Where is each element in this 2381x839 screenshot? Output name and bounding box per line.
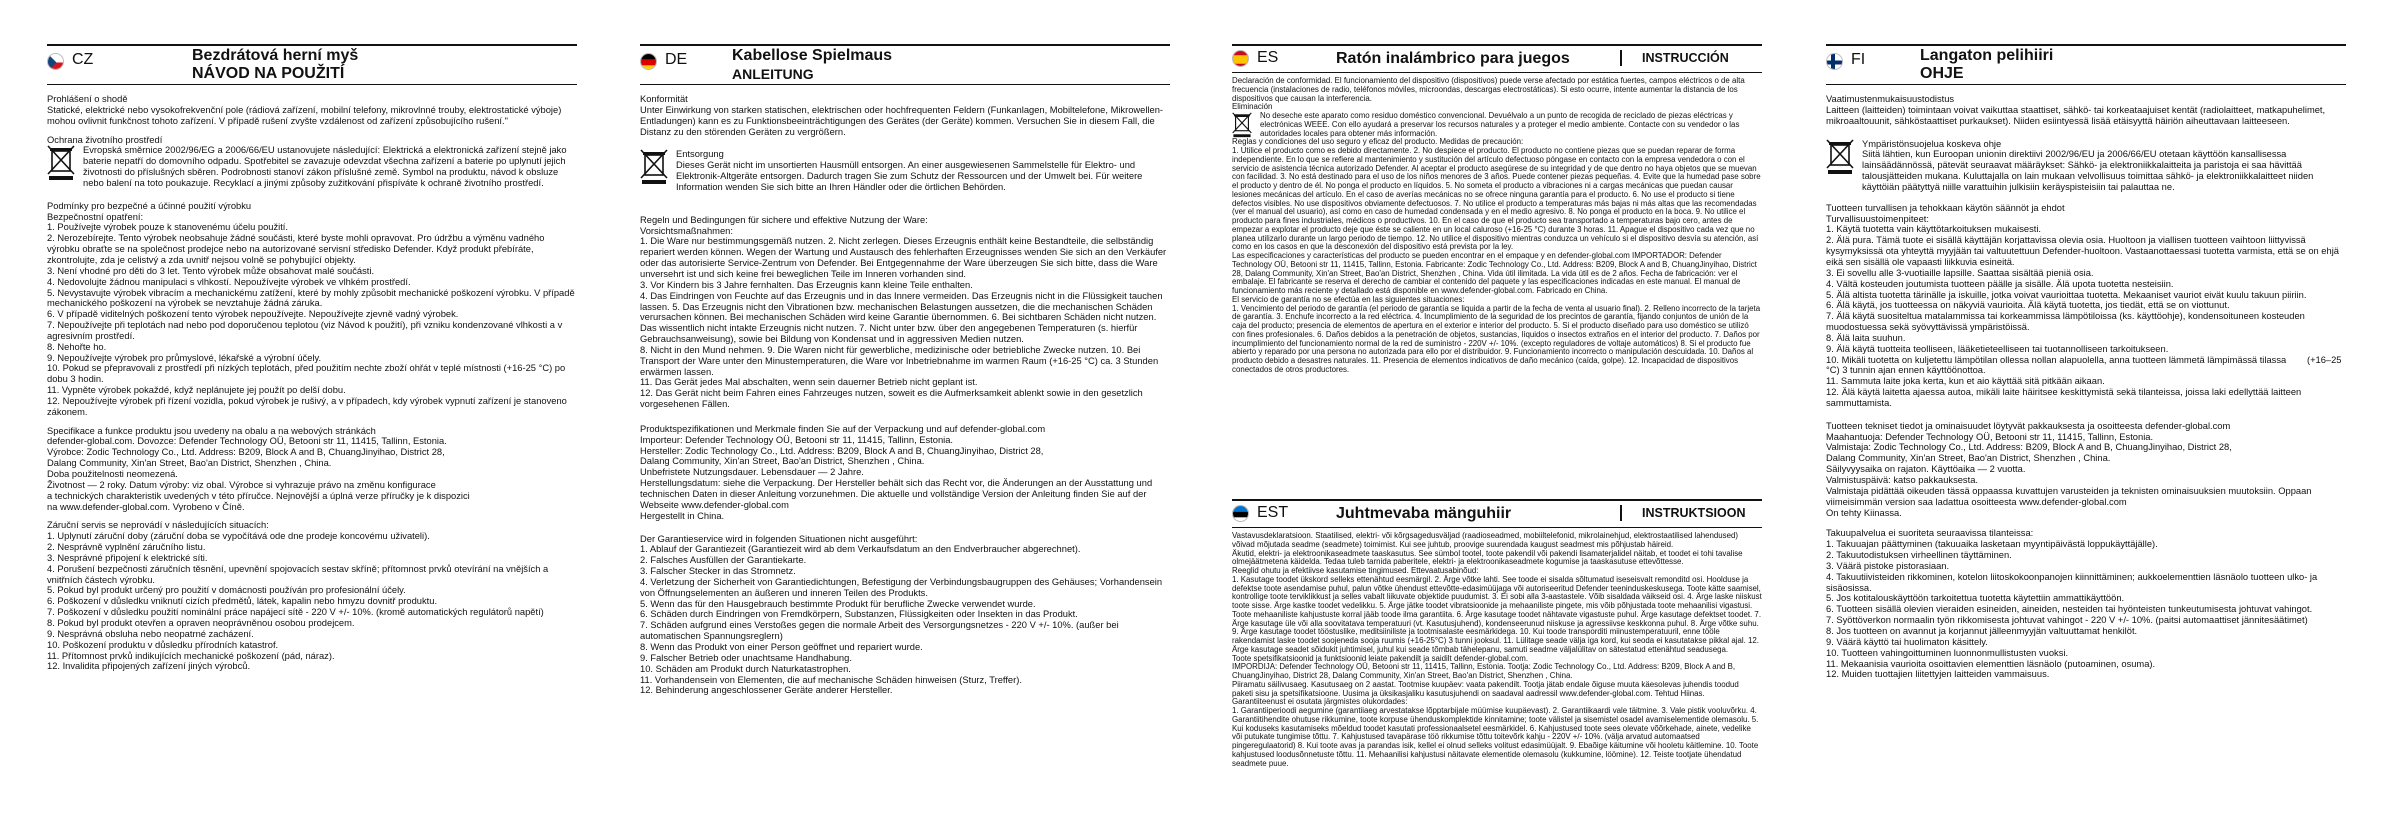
list-item: 9. Väärä käyttö tai huolimaton käsittely.: [1826, 636, 1988, 647]
product-title: Ratón inalámbrico para juegos: [1336, 50, 1570, 67]
product-title: Bezdrátová herní myš: [192, 47, 359, 64]
list-item: 12. Invalidita připojených zařízení jiných výrobců.: [47, 661, 251, 672]
section-fi: [1826, 44, 2346, 680]
env-heading: Ochrana životního prostředí: [47, 134, 163, 145]
env-text: Dieses Gerät nicht im unsortierten Hausmüll entsorgen. An einer ausgewiesenen Sammelstelle für Elektro- und Elektronik-Altgeräte entsorgen. Dadurch tragen Sie zum Schutz der Ressourcen und der Umwelt bei. Für weitere Information wenden Sie sich bitte an Ihren Händler oder die örtlichen Behörden.: [676, 160, 1143, 192]
spec-line: Specifikace a funkce produktu jsou uvedeny na obalu a na webových stránkách: [47, 425, 376, 436]
list-item: 6. Tuotteen sisällä olevien vieraiden esineiden, aineiden, nesteiden tai hyönteisten tunkeutumisesta johtuvat vahingot.: [1826, 604, 2313, 615]
spec-line: defender-global.com. Dovozce: Defender Technology OÜ, Betooni str 11, 11415, Tallinn, Estonia.: [47, 436, 447, 447]
list-item: 9. Nesprávná obsluha nebo neopatrné zacházení.: [47, 628, 254, 639]
list-item: 9. Falscher Betrieb oder unachtsame Handhabung.: [640, 652, 852, 663]
section-es: [1232, 44, 1762, 484]
spec-line: Produktspezifikationen und Merkmale finden Sie auf der Verpackung und auf defender-global.com: [640, 423, 1046, 434]
language-code: ES: [1257, 49, 1279, 66]
list-item: 11. Mekaanisia vaurioita osoittavien elementtien läsnäolo (putoaminen, osuma).: [1826, 658, 2156, 669]
rules-subheading: Vorsichtsmaßnahmen:: [640, 225, 733, 236]
rules-text: 1. Utilice el producto como es debido directamente. 2. No despiece el producto. El producto no contiene piezas que se puedan reparar de forma independiente. En lo que se refiere al mantenimiento y sustitución del artículo defectuoso póngase en contacto con la empresa vendedora o con el servicio de asistencia técnica autorizado Defender. Al aceptar el producto asegúrese de su integridad y de que dentro no haya objetos que se muevan con facilidad. 3. No está destinado para el uso de los niños menores de 3 años. Puede contener piezas pequeñas. 4. Evite que la humedad pase sobre el producto y dentro de él. No ponga el producto en líquidos. 5. No someta el producto a vibraciones ni a cargas mecánicas que puedan causar lesiones mecánicas del artículo. En el caso de averías mecánicas no se ofrece ninguna garantía para el producto. 6. No use el producto si tiene defectos visibles. No use dispositivos obviamente defectuosos. 7. No utilice el producto a temperaturas más bajas ni más altas que las recomendadas (ver el manual del usuario), así como en caso de humedad condensada y en el medio agresivo. 8. No ponga el producto en la boca. 9. No utilice el producto para fines industriales, médicos o productivos. 10. En el caso de que el producto sea transportado a temperaturas bajo cero, antes de empezar a explotar el producto deje que éste se caliente en un local caluroso (+16-25 °C) durante 3 horas. 11. Apague el dispositivo cada vez que no planea utilizarlo durante un largo periodo de tiempo. 12. No utilice el dispositivo mientras conduzca un vehículo si el dispositivo desvía su atención, así como en los casos en que la desconexión del dispositivo está prevista por la ley.: [1232, 146, 1761, 252]
list-item: 7. Poškození v důsledku použití nominální práce napájecí sítě - 220 V +/- 10%. (kromě automatických regulátorů napětí): [47, 607, 544, 618]
env-heading: Eliminación: [1232, 102, 1273, 112]
list-item: 7. Syöttöverkon normaalin työn rikkomisesta johtuvat vahingot - 220 V +/- 10%. (paitsi automaattiset jännitesäätimet): [1826, 615, 2308, 626]
conformity-heading: Konformität: [640, 94, 688, 104]
spec-line: Herstellungsdatum: siehe die Verpackung. Der Hersteller behält sich das Recht vor, die Änderungen an der Ausstattung und technischen Daten in dieser Anleitung vorzunehmen. Die aktuelle und vollständige Version der Anleitung finden Sie auf der Webseite www.defender-global.com: [640, 478, 1153, 510]
est-paragraph: Vastavusdeklaratsioon. Staatilised, elektri- või kõrgsagedusväljad (raadioseadmed, mobiiltelefonid, mikrolainehjud, elektrostaatilised lahendused) võivad mõjutada seadme (seadmete) toimimist. Kui see juhtub, proovige suurendada kaugust seadmest mis põhjustab häireid.: [1232, 531, 1739, 549]
list-item: 6. Schäden durch Eindringen von Fremdkörpern, Substanzen, Flüssigkeiten oder Insekten in das Produkt.: [640, 609, 1078, 620]
spec-line: na www.defender-global.com. Vyrobeno v Číně.: [47, 501, 245, 512]
estonian-flag-icon: [1232, 505, 1249, 522]
est-paragraph: Garantiiteenust ei osutata järgmistes olukordades:: [1232, 697, 1408, 707]
es-header: [1232, 44, 1762, 73]
product-title: Kabellose Spielmaus: [732, 47, 893, 64]
list-item: 7. Nepoužívejte při teplotách nad nebo pod doporučenou teplotou (viz Návod k použití), při vzniku kondenzované vlhkosti a v agresivním prostředí.: [47, 320, 563, 341]
list-item: 11. Vorhandensein von Elementen, die auf mechanische Schäden hinweisen (Sturz, Treffer).: [640, 674, 1022, 685]
list-item: 6. Poškození v důsledku vniknutí cizích předmětů, látek, kapalin nebo hmyzu dovnitř produktu.: [47, 596, 438, 607]
fi-header: [1826, 44, 2346, 85]
de-body: [640, 94, 1170, 696]
est-paragraph: 1. Garantiiperioodi aegumine (garantiiaeg arvestatakse lõpptarbijale müümise kuupäevast). 2. Garantiikaardi vale täitmine. 3. Vale pistik vooluvõrku. 4. Garantiitihendite ohutuse rikkumine, toote korpuse ühenduskomplektide kinnitamine; toote välistel ja sisemistel osadel avamiselementide olemasolu. 5. Kui koduseks kasutamiseks mõeldud toodet kasutati professionaalsetel eesmärkidel. 6. Kahjustused toote sees olevate võõrkehade, ainete, vedelike või putukate tungimise tõttu. 7. Kahjustused tavapärase töö rikkumise tõttu toitevõrk kahju - 220V +/- 10%. (välja arvatud automaatsed pingeregulaatorid) 8. Kui toote avas ja parandas isik, kellel ei olnud selleks volitust edasimüüjalt. 9. Ebaõige käitumine või hooletu käitlemine. 10. Toote kahjustused loodusõnnetuste tõttu. 11. Mehaanilisi kahjustusi näitavate elementide olemasolu (kukkumine, löömine). 12. Teiste tootjate ühendatud seadmete puue.: [1232, 706, 1759, 768]
list-item: 4. Vältä kosteuden joutumista tuotteen päälle ja sisälle. Älä upota tuotetta nesteisiin.: [1826, 278, 2174, 289]
list-item: 12. Muiden tuottajien liitettyjen laitteiden vammaisuus.: [1826, 669, 2050, 680]
list-item: 3. Vor Kindern bis 3 Jahre fernhalten. Das Erzeugnis kann kleine Teile enthalten.: [640, 279, 973, 290]
spec-line: Doba použitelnosti neomezená.: [47, 469, 178, 479]
warranty-heading: Takuupalvelua ei suoriteta seuraavissa tilanteissa:: [1826, 528, 2034, 539]
title-separator: [1620, 50, 1622, 66]
section-est: [1232, 499, 1762, 834]
conformity-heading: Prohlášení o shodě: [47, 94, 128, 104]
manual-title: ANLEITUNG: [732, 66, 814, 82]
list-item: 7. Schäden aufgrund eines Verstoßes gegen die normale Arbeit des Versorgungsnetzes - 220 V +/- 10%. (außer bei automatischen Spannungsreglern): [640, 620, 1119, 642]
spec-line: Valmistuspäivä: katso pakkauksesta.: [1826, 475, 1978, 485]
list-item: 11. Přítomnost prvků indikujících mechanické poškození (pád, náraz).: [47, 650, 335, 661]
list-item: 1. Takuuajan päättyminen (takuuaika lasketaan myyntipäivästä loppukäyttäjälle).: [1826, 539, 2158, 550]
rules-heading: Regeln und Bedingungen für sichere und effektive Nutzung der Ware:: [640, 214, 928, 225]
spec-line: Dalang Community, Xin'an Street, Bao'an District, Shenzhen , China.: [47, 458, 332, 469]
spec-line: Importeur: Defender Technology OÜ, Betooni str 11, 11415, Tallinn, Estonia.: [640, 434, 954, 445]
cz-body: [47, 94, 577, 672]
list-item: 5. Älä altista tuotetta tärinälle ja iskuille, jotka voivat vaurioittaa tuotetta. Mekaaniset vauriot eivät kuulu takuun piiriin.: [1826, 289, 2307, 300]
est-paragraph: Reeglid ohutu ja efektiivse kasutamise tingimused. Ettevaatusabinõud:: [1232, 566, 1479, 575]
de-header: [640, 44, 1170, 85]
product-title: Langaton pelihiiri: [1920, 47, 2054, 64]
manual-title: INSTRUKTSIOON: [1642, 506, 1746, 520]
est-paragraph: Äkutid, elektri- ja elektroonikaseadmete taaskasutus. See sümbol tootel, toote pakendil või pakendi lisamaterjalidel näitab, et toodet ei tohi tavalise olmejäätmetena käidelda. Tedaa tuleb tarnida paberitele, elektri- ja elektroonikaseadmete kogumise ja taaskasutuse ettevõttesse.: [1232, 548, 1743, 567]
list-item: 1. Käytä tuotetta vain käyttötarkoituksen mukaisesti.: [1826, 224, 2042, 235]
spec-line: Valmistaja: Zodic Technology Co., Ltd. Address: B209, Block A and B, ChuangJinyihao, District 28,: [1826, 442, 2232, 453]
language-code: FI: [1851, 51, 1866, 68]
language-code: EST: [1257, 504, 1289, 521]
crossed-out-bin-icon: [1826, 139, 1854, 175]
list-item: 2. Nesprávně vyplnění záručního listu.: [47, 542, 206, 553]
conformity-text: Laitteen (laitteiden) toimintaan voivat vaikuttaa staattiset, sähkö- tai korkeataajuiset kentät (radiolaitteet, matkapuhelimet, mikroaaltouunit, sähköstaattiset purkaukset). Niiden esiintyessä lisää etäisyyttä häiriön aiheuttavaan laitteeseen.: [1826, 104, 2326, 126]
est-paragraph: Piiramatu säilivusaeg. Kasutusaeg on 2 aastat. Tootmise kuupäev: vaata pakendilt. Tootja jätab endale õiguse muuta käesolevas juhendis toodud paketi sisu ja spetsifikatsioone. Uusima ja üksikasjaliku kasutusjuhendi on saadaval aadressil www.defender-global.com. Tehtud Hiinas.: [1232, 679, 1739, 698]
language-code: CZ: [72, 51, 94, 68]
list-item: 2. Falsches Ausfüllen der Garantiekarte.: [640, 555, 807, 566]
warranty-text: 1. Vencimiento del periodo de garantía (el periodo de garantía se liquida a partir de la fecha de venta al usuario final). 2. Relleno incorrecto de la tarjeta de garantía. 3. Enchufe incorrecto a la red eléctrica. 4. Incumplimiento de la seguridad de los precintos de garantía, fijando conjuntos de unión de la caja del producto; presencia de elementos de apertura en el exterior e interior del producto. 5. Si el producto diseñado para uso doméstico se utilizó con fines profesionales. 6. Daños debidos a la penetración de objetos, sustancias, líquidos o insectos extraños en el interior del producto. 7. Daños por incumplimiento del funcionamiento normal de la red de suministro - 220V +/- 10%. (excepto reguladores de voltaje automáticos) 8. Si el producto fue abierto y reparado por una persona no autorizada para ello por el distribuidor. 9. Funcionamiento incorrecto o manipulación descuidada. 10. Daños al producto debido a desastres naturales. 11. Presencia de elementos indicativos de daño mecánico (caída, golpe). 12. Incapacidad de dispositivos conectados de otros productores.: [1232, 303, 1761, 374]
conformity-text: Unter Einwirkung von starken statischen, elektrischen oder hochfrequenten Feldern (Funkanlagen, Mobiltelefone, Mikrowellen-Entladungen) kann es zu Funktionsbeeinträchtigungen des Gerätes (der Geräte) kommen. Versuchen Sie in diesem Fall, die Distanz zu den störenden Geräten zu vergrößern.: [640, 104, 1164, 137]
list-item: 8. Jos tuotteen on avannut ja korjannut jälleenmyyjän valtuuttamat henkilöt.: [1826, 625, 2138, 636]
conformity-text: Declaración de conformidad. El funcionamiento del dispositivo (dispositivos) puede verse afectado por estática fuertes, campos eléctricos o de alta frecuencia (instalaciones de radio, teléfonos móviles, microondas, descargas electrostáticas). Si esto ocurre, intente aumentar la distancia de los dispositivos que causan la interferencia.: [1232, 76, 1745, 103]
warranty-heading: Der Garantieservice wird in folgenden Situationen nicht ausgeführt:: [640, 533, 918, 544]
spec-line: Säilyvyysaika on rajaton. Käyttöaika — 2 vuotta.: [1826, 464, 2026, 475]
list-item: 12. Älä käytä laitetta ajaessa autoa, mikäli laite häiritsee keskittymistä sekä tilanteissa, joissa laki edellyttää laitteen sammuttamista.: [1826, 387, 2302, 408]
conformity-heading: Vaatimustenmukaisuustodistus: [1826, 94, 1955, 104]
list-item: 8. Älä laita suuhun.: [1826, 332, 1906, 343]
list-item: 5. Wenn das für den Hausgebrauch bestimmte Produkt für berufliche Zwecke verwendet wurde.: [640, 598, 1036, 609]
fi-body: [1826, 94, 2346, 680]
spec-line: On tehty Kiinassa.: [1826, 507, 1902, 518]
list-item: 12. Das Gerät nicht beim Fahren eines Fahrzeuges nutzen, soweit es die Aufmerksamkeit ablenkt sowie in den gesetzlich vorgesehenen Fällen.: [640, 388, 1143, 410]
german-flag-icon: [640, 53, 657, 70]
safety-subheading: Bezpečnostní opatření:: [47, 211, 144, 222]
list-item: 3. Falscher Stecker in das Stromnetz.: [640, 566, 796, 577]
language-code: DE: [665, 51, 688, 68]
crossed-out-bin-icon: [640, 149, 668, 185]
list-item: 1. Používejte výrobek pouze k stanovenému účelu použití.: [47, 222, 289, 233]
est-paragraph: Toote spetsifikatsioonid ja funktsioonid leiate pakendilt ja saidilt defender-global.com.: [1232, 653, 1529, 663]
est-paragraph: IMPORDIJA: Defender Technology OÜ, Betooni str 11, 11415, Tallinn, Estonia. Tootja: Zodic Technology Co., Ltd. Address: B209, Block A and B, ChuangJinyihao, District 28, Dalang Community, Xin'an Street, Bao'an District, Shenzhen , China.: [1232, 662, 1736, 680]
list-item: 1. Ablauf der Garantiezeit (Garantiezeit wird ab dem Verkaufsdatum an den Endverbraucher abgerechnet).: [640, 544, 1081, 555]
list-item: 10. Poškození produktu v důsledku přírodních katastrof.: [47, 639, 279, 650]
list-item: 1. Die Ware nur bestimmungsgemäß nutzen. 2. Nicht zerlegen. Dieses Erzeugnis enthält keine Bestandteile, die selbständig repariert werden können. Wegen der Wartung und Austausch des fehlerhaften Erzeugnisses wenden Sie sich an den Verkäufer oder das autorisierte Service-Zentrum von Defender. Bei Entgegennahme der Ware überzeugen Sie sich bitte, dass die Ware unversehrt ist und sich keine frei beweglichen Teile im Inneren vorhanden sind.: [640, 236, 1167, 279]
list-item: 5. Nevystavujte výrobek vibracím a mechanickému zatížení, které by mohly způsobit mechanické poškození výrobku. V případě mechanického poškození na výrobek se nevztahuje žádná záruka.: [47, 287, 575, 309]
list-item: 12. Nepoužívejte výrobek při řízení vozidla, pokud výrobek je rušivý, a v případech, kdy výrobek vypnutí zařízení je stanoveno zákonem.: [47, 395, 567, 417]
spec-line: Maahantuoja: Defender Technology OÜ, Betooni str 11, 11415, Tallinn, Estonia.: [1826, 431, 2154, 442]
spec-line: Dalang Community, Xin'an Street, Bao'an District, Shenzhen , China.: [640, 456, 925, 467]
list-item: 8. Pokud byl produkt otevřen a opraven neoprávněnou osobou prodejcem.: [47, 617, 355, 628]
rules-heading: Reglas y condiciones del uso seguro y eficaz del producto. Medidas de precaución:: [1232, 137, 1524, 147]
spec-line: Výrobce: Zodic Technology Co., Ltd. Address: B209, Block A and B, ChuangJinyihao, District 28,: [47, 447, 445, 458]
list-item: 6. V případě viditelných poškození tento výrobek nepoužívejte. Nepoužívejte zjevně vadný výrobek.: [47, 309, 459, 320]
list-item: 11. Das Gerät jedes Mal abschalten, wenn sein dauerner Betrieb nicht geplant ist.: [640, 377, 978, 388]
spec-line: Dalang Community, Xin'an Street, Bao'an District, Shenzhen , China.: [1826, 453, 2111, 464]
env-text: Evropská směrnice 2002/96/EG a 2006/66/EU ustanovujete následující: Elektrická a elektronická zařízení stejně jako baterie nepatří do domovního odpadu. Spotřebitel se zavazuje odevzdat všechna zařízení a baterie po uplynutí jejich životnosti do příslušných sběren. Podrobnosti stanoví zákon příslušné země. Symbol na produktu, návod k obsluze nebo balení na toto poukazuje. Recyklací a jinými způsoby zužitkování přispíváte k ochraně životního prostředí.: [83, 145, 567, 188]
conformity-text: Statické, elektrické nebo vysokofrekvenční pole (rádiová zařízení, mobilní telefony, mikrovlnné trouby, elektrostatické výboje) mohou ovlivnit funkčnost tohoto zařízení. V případě rušení zvyšte vzdálenost od zařízení způsobujícího rušení.": [47, 104, 562, 126]
spec-line: Hergestellt in China.: [640, 510, 725, 521]
list-item: 8. Nicht in den Mund nehmen. 9. Die Waren nicht für gewerbliche, medizinische oder betriebliche Zwecke nutzen. 10. Bei Transport der Ware unter den Minustemperaturen, die Ware vor Inbetriebnahme im warmen Raum (+16-25 °C) ca. 3 Stunden erwärmen lassen.: [640, 344, 1159, 377]
list-item: 2. Nerozebírejte. Tento výrobek neobsahuje žádné součásti, které byste mohli opravovat. Pro údržbu a výměnu vadného výrobku obraťte se na společnost prodejce nebo na autorizované servisní středisko Defender. Když produkt přebíráte, zkontrolujte, zda je celistvý a zda uvnitř nejsou volně se pohybující objekty.: [47, 233, 545, 265]
es-body: [1232, 77, 1762, 375]
spec-line: a technických charakteristik uvedených v této příručce. Nejnovější a úplná verze příručky je k dispozici: [47, 490, 470, 501]
spanish-flag-icon: [1232, 50, 1249, 67]
spec-line: Unbefristete Nutzungsdauer. Lebensdauer — 2 Jahre.: [640, 467, 864, 478]
spec-text: Las especificaciones y características del producto se pueden encontrar en el empaque y en defender-global.com IMPORTADOR: Defender Technology OÜ, Betooni str 11, 11415, Tallinn, Estonia. Fabricante: Zodic Technology Co., Ltd. Address: B209, Block A and B, ChuangJinyihao, District 28, Dalang Community, Xin'an Street, Bao'an District, Shenzhen , China. Vida útil ilimitada. La vida útil es de 2 años. Fecha de fabricación: ver el embalaje. El fabricante se reserva el derecho de cambiar el contenido del paquete y las especificaciones indicadas en este manual. El manual de funcionamiento más reciente y detallado está disponible en www.defender-global.com. Fabricado en China.: [1232, 251, 1757, 295]
product-title: Juhtmevaba mänguhiir: [1336, 505, 1512, 522]
safety-heading: Podmínky pro bezpečné a účinné použití výrobku: [47, 200, 252, 211]
list-item: 4. Takuutiivisteiden rikkominen, kotelon liitoskokoonpanojen kiinnittäminen; aukkoelementtien läsnäolo tuotteen ulko- ja sisäosissa.: [1826, 571, 2318, 593]
section-de: [640, 44, 1170, 696]
list-item: 4. Nedovolujte žádnou manipulaci s vlhkostí. Nepoužívejte výrobek ve vlhkém prostředí.: [47, 276, 411, 287]
title-separator: [1620, 505, 1622, 521]
list-item: 10. Schäden am Produkt durch Naturkatastrophen.: [640, 663, 851, 674]
list-item: 10. Mikäli tuotetta on kuljetettu lämpötilan ollessa nollan alapuolella, anna tuotteen lämmetä lämpimässä tilassa (+16–25 °C) 3 tunnin ajan ennen käyttöönottoa.: [1826, 354, 2345, 376]
list-item: 4. Das Eindringen von Feuchte auf das Erzeugnis und in das Innere vermeiden. Das Erzeugnis nicht in die Flüssigkeit tauchen lassen. 5. Das Erzeugnis nicht den Vibrationen bzw. mechanischen Belastungen aussetzen, die die mechanischen Schäden verursachen können. Bei mechanischen Schäden wird keine Garantie übernommen. 6. Bei sichtbaren Schäden nicht nutzen. Das wissentlich nicht intakte Erzeugnis nicht nutzen. 7. Nicht unter bzw. über den angegebenen Temperaturen (s. hierfür Gebrauchsanweisung), sowie bei Bildung von Kondensat und in aggressiven Medien nutzen.: [640, 290, 1163, 345]
spec-line: Hersteller: Zodic Technology Co., Ltd. Address: B209, Block A and B, ChuangJinyihao, District 28,: [640, 445, 1044, 456]
list-item: 11. Vypněte výrobek pokaždé, když neplánujete jej použít po delší dobu.: [47, 385, 346, 396]
list-item: 11. Sammuta laite joka kerta, kun et aio käyttää sitä pitkään aikaan.: [1826, 376, 2105, 387]
list-item: 9. Nepoužívejte výrobek pro průmyslové, lékařské a výrobní účely.: [47, 352, 322, 363]
manual-title: INSTRUCCIÓN: [1642, 51, 1729, 65]
list-item: 10. Pokud se přepravovali z prostředí při nízkých teplotách, před použitím nechte zboží ohřát v teplé místnosti (+16-25 °C) po dobu 3 hodin.: [47, 363, 566, 385]
list-item: 3. Väärä pistoke pistorasiaan.: [1826, 560, 1950, 571]
warranty-heading: El servicio de garantía no se efectúa en las siguientes situaciones:: [1232, 294, 1465, 304]
list-item: 2. Älä pura. Tämä tuote ei sisällä käyttäjän korjattavissa olevia osia. Huoltoon ja viallisen tuotteen vaihtoon liittyvissä kysymyksissä ota yhteyttä myyjään tai valtuutettuun Defender-huoltoon. Vastaanottaessasi tuotetta varmista, että se on ehjä eikä sen sisällä ole vapaasti liikkuvia esineitä.: [1826, 235, 2339, 267]
list-item: 9. Älä käytä tuotteita teolliseen, lääketieteelliseen tai tuotannolliseen tarkoitukseen.: [1826, 343, 2169, 354]
czech-flag-icon: [47, 53, 64, 70]
list-item: 1. Uplynutí záruční doby (záruční doba se vypočítává ode dne prodeje koncovému uživateli).: [47, 531, 430, 542]
list-item: 3. Není vhodné pro děti do 3 let. Tento výrobek může obsahovat malé součásti.: [47, 265, 375, 276]
env-text: No deseche este aparato como residuo doméstico convencional. Devuélvalo a un punto de recogida de reciclado de piezas eléctricas y electrónicas WEEE. Con ello ayudará a preservar los recursos naturales y a proteger el medio ambiente. Contacte con su vendedor o las autoridades locales para obtener más información.: [1260, 111, 1740, 138]
finnish-flag-icon: [1826, 53, 1843, 70]
list-item: 8. Nehořte ho.: [47, 341, 107, 352]
spec-line: Tuotteen tekniset tiedot ja ominaisuudet löytyvät pakkauksesta ja osoitteesta defender-global.com: [1826, 420, 2231, 431]
list-item: 5. Jos kotitalouskäyttöön tarkoitettua tuotetta käytettiin ammattikäyttöön.: [1826, 593, 2125, 604]
list-item: 12. Behinderung angeschlossener Geräte anderer Hersteller.: [640, 685, 893, 696]
section-cz: [47, 44, 577, 672]
list-item: 6. Älä käytä, jos tuotteessa on näkyviä vaurioita. Älä käytä tuotetta, jos tiedät, että se on viottunut.: [1826, 300, 2230, 311]
est-header: [1232, 499, 1762, 528]
list-item: 4. Verletzung der Sicherheit von Garantiedichtungen, Befestigung der Verbindungsbaugruppen des Gehäuses; Vorhandensein von Öffnungselementen an äußeren und inneren Teilen des Produkts.: [640, 576, 1163, 598]
spec-line: Valmistaja pidättää oikeuden tässä oppaassa kuvattujen varusteiden ja teknisten ominaisuuksien muutoksiin. Oppaan viimeisimmän version saa ladattua osoitteesta www.defender-global.com: [1826, 485, 2312, 507]
manual-title: NÁVOD NA POUŽITÍ: [192, 65, 345, 82]
cz-header: [47, 44, 577, 85]
list-item: 3. Ei sovellu alle 3-vuotiaille lapsille. Saattaa sisältää pieniä osia.: [1826, 267, 2094, 278]
crossed-out-bin-icon: [1232, 112, 1252, 138]
list-item: 10. Tuotteen vahingoittuminen luonnonmullistusten vuoksi.: [1826, 647, 2069, 658]
warranty-heading: Záruční servis se neprovádí v následujících situacích:: [47, 520, 269, 531]
list-item: 5. Pokud byl produkt určený pro použití v domácnosti používán pro profesionální účely.: [47, 585, 406, 596]
list-item: 2. Takuutodistuksen virheellinen täyttäminen.: [1826, 550, 2012, 561]
env-text: Siitä lähtien, kun Euroopan unionin direktiivi 2002/96/EU ja 2006/66/EU otetaan käyttöön kansallisessa lainsäädännössä, pätevät seuraavat määräykset: Sähkö- ja elektroniikkalaitteita ja paristoja ei saa hävittää talousjätteiden mukana. Kuluttajalla on lain mukaan velvollisuus toimittaa sähkö- ja elektroniikkalaitteet niiden käyttöiän päätyttyä niille varattuihin julkisiin keräyspisteisiin tai palauttaa ne.: [1862, 149, 2314, 192]
list-item: 3. Nesprávné připojení k elektrické síti.: [47, 552, 208, 563]
rules-heading: Tuotteen turvallisen ja tehokkaan käytön säännöt ja ehdot: [1826, 202, 2065, 213]
crossed-out-bin-icon: [47, 145, 75, 181]
list-item: 4. Porušení bezpečnosti záručních těsnění, upevnění spojovacích sestav skříně; přítomnost prvků otevírání na vnějších a vnitřních částech výrobku.: [47, 563, 549, 585]
list-item: 7. Älä käytä suositeltua matalammissa tai korkeammissa lämpötiloissa (ks. käyttöohje), kondensoituneen kosteuden muodostuessa sekä syövyttävissä ympäristöissä.: [1826, 311, 2305, 333]
rules-subheading: Turvallisuustoimenpiteet:: [1826, 213, 1930, 224]
est-paragraph: 1. Kasutage toodet ükskord selleks ettenähtud eesmärgil. 2. Ärge võtke lahti. See toode ei sisalda sõltumatud iseseisvalt remonditd osi. Hoolduse ja defektse toote asendamise puhul, palun võtke ühendust ettevõtte-edasimüüjaga või autoriseeritud Defender teeninduskeskusega. Toote kätte saamisel, kontrollige toote terviklikkust ja selles vabalt liikuvate objektide puudumist. 3. Ei sobi alla 3-aastastele. Võib sisaldada väikseid osi. 4. Ärge laske niiskust toote sisse. Ärge kastke toodet vedelikku. 5. Ärge jätke toodet vibratsioonide ja mehaaniliste pingete, mis võib põhjustada toote mehaanilisi vigastusi. Toote mehaaniliste kahjustuste korral jääb toode ilma garantiita. 6. Ärge kasutage toodet nähtavate vigastuste puhul. Ärge kasutage defektset toodet. 7. Ärge kasutage üle või alla soovitatava temperatuuri (vt. Kasutusjuhend), kondenseerunud niiskuse ja agressiivse keskkonna puhul. 8. Ärge võtke suhu. 9. Ärge kasutage toodet tööstuslike, meditsiiniliste ja tootmisalaste eesmärkidega. 10. Kui toode transporditi miinustemperatuuril, enne tööle rakendamist laske toodet soojeneda sooja ruumis (+16-25°C) 3 tunni jooksul. 11. Lülitage seade välja iga kord, kui seoda ei kasutatakse pikkal ajal. 12. Ärge kasutage seadet sõidukit juhtimisel, juhul kui seade tõmbab tähelepanu, samuti seadme väljalülitav on sätestatud ettenähtud seadusega.: [1232, 574, 1762, 654]
spec-line: Životnost — 2 roky. Datum výroby: viz obal. Výrobce si vyhrazuje právo na změnu konfigurace: [47, 479, 436, 490]
est-body: [1232, 532, 1762, 768]
env-heading: Ympäristönsuojelua koskeva ohje: [1862, 138, 2002, 149]
list-item: 8. Wenn das Produkt von einer Person geöffnet und repariert wurde.: [640, 641, 923, 652]
env-heading: Entsorgung: [676, 149, 724, 160]
manual-title: OHJE: [1920, 65, 1964, 82]
